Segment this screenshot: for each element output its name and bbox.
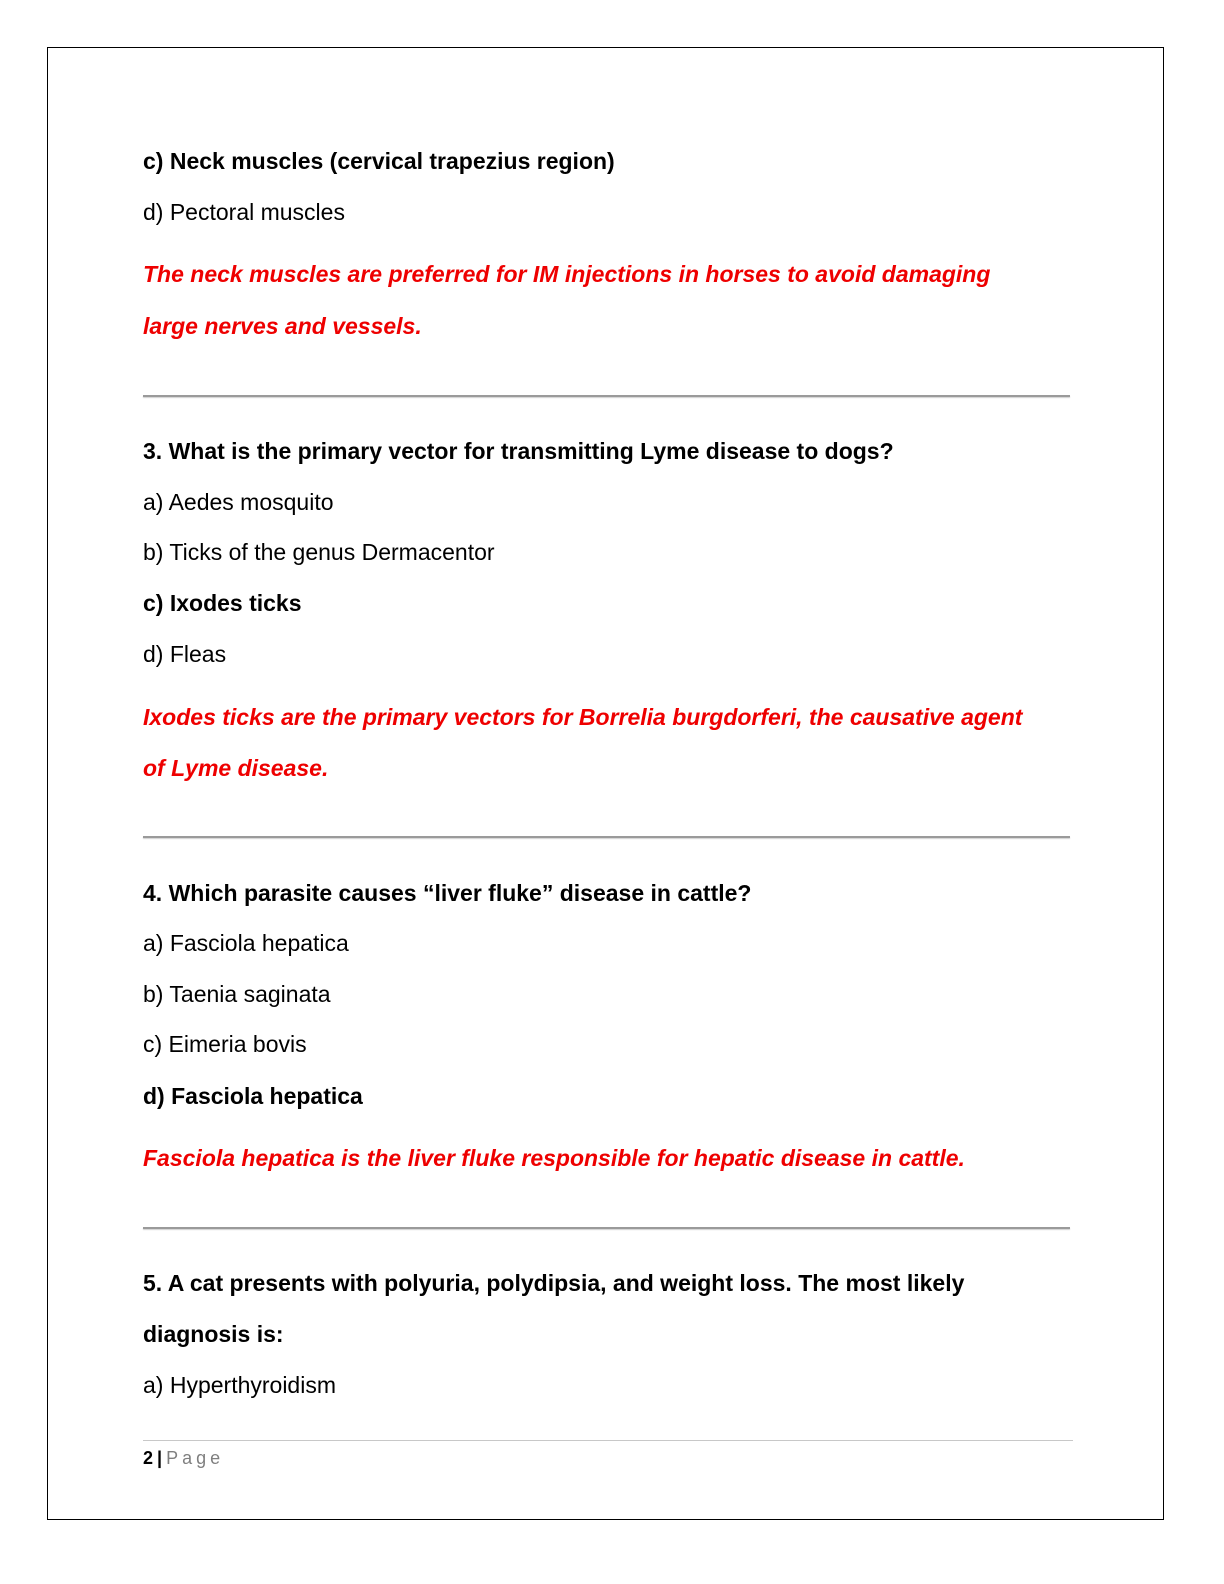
q4-option-b: b) Taenia saginata: [143, 981, 331, 1007]
q5-question-line2: diagnosis is:: [143, 1321, 284, 1347]
q3-explanation-line1: Ixodes ticks are the primary vectors for Borrelia burgdorferi, the causative agent: [143, 704, 1023, 730]
q4-option-a: a) Fasciola hepatica: [143, 930, 349, 956]
q3-explanation-line2: of Lyme disease.: [143, 755, 329, 781]
q3-option-c-correct: c) Ixodes ticks: [143, 590, 302, 616]
section-divider: [143, 1227, 1070, 1229]
section-divider: [143, 395, 1070, 397]
q4-question: 4. Which parasite causes “liver fluke” disease in cattle?: [143, 880, 752, 906]
page-number: 2: [143, 1448, 154, 1468]
page-label: Page: [166, 1448, 225, 1468]
q4-explanation-line1: Fasciola hepatica is the liver fluke responsible for hepatic disease in cattle.: [143, 1145, 965, 1171]
q2-explanation-line1: The neck muscles are preferred for IM injections in horses to avoid damaging: [143, 261, 991, 287]
q2-option-c-correct: c) Neck muscles (cervical trapezius region): [143, 148, 615, 174]
page-footer: [143, 1446, 224, 1470]
section-divider: [143, 836, 1070, 838]
footer-separator: |: [157, 1448, 163, 1468]
q2-explanation-line2: large nerves and vessels.: [143, 313, 422, 339]
q2-option-d: d) Pectoral muscles: [143, 199, 345, 225]
footer-divider: [143, 1440, 1073, 1441]
q5-option-a: a) Hyperthyroidism: [143, 1372, 336, 1398]
q3-question: 3. What is the primary vector for transmitting Lyme disease to dogs?: [143, 438, 894, 464]
q3-option-a: a) Aedes mosquito: [143, 489, 334, 515]
q3-option-d: d) Fleas: [143, 641, 227, 667]
q4-option-d-correct: d) Fasciola hepatica: [143, 1083, 363, 1109]
q3-option-b: b) Ticks of the genus Dermacentor: [143, 539, 495, 565]
q4-option-c: c) Eimeria bovis: [143, 1031, 307, 1057]
q5-question-line1: 5. A cat presents with polyuria, polydipsia, and weight loss. The most likely: [143, 1270, 965, 1296]
